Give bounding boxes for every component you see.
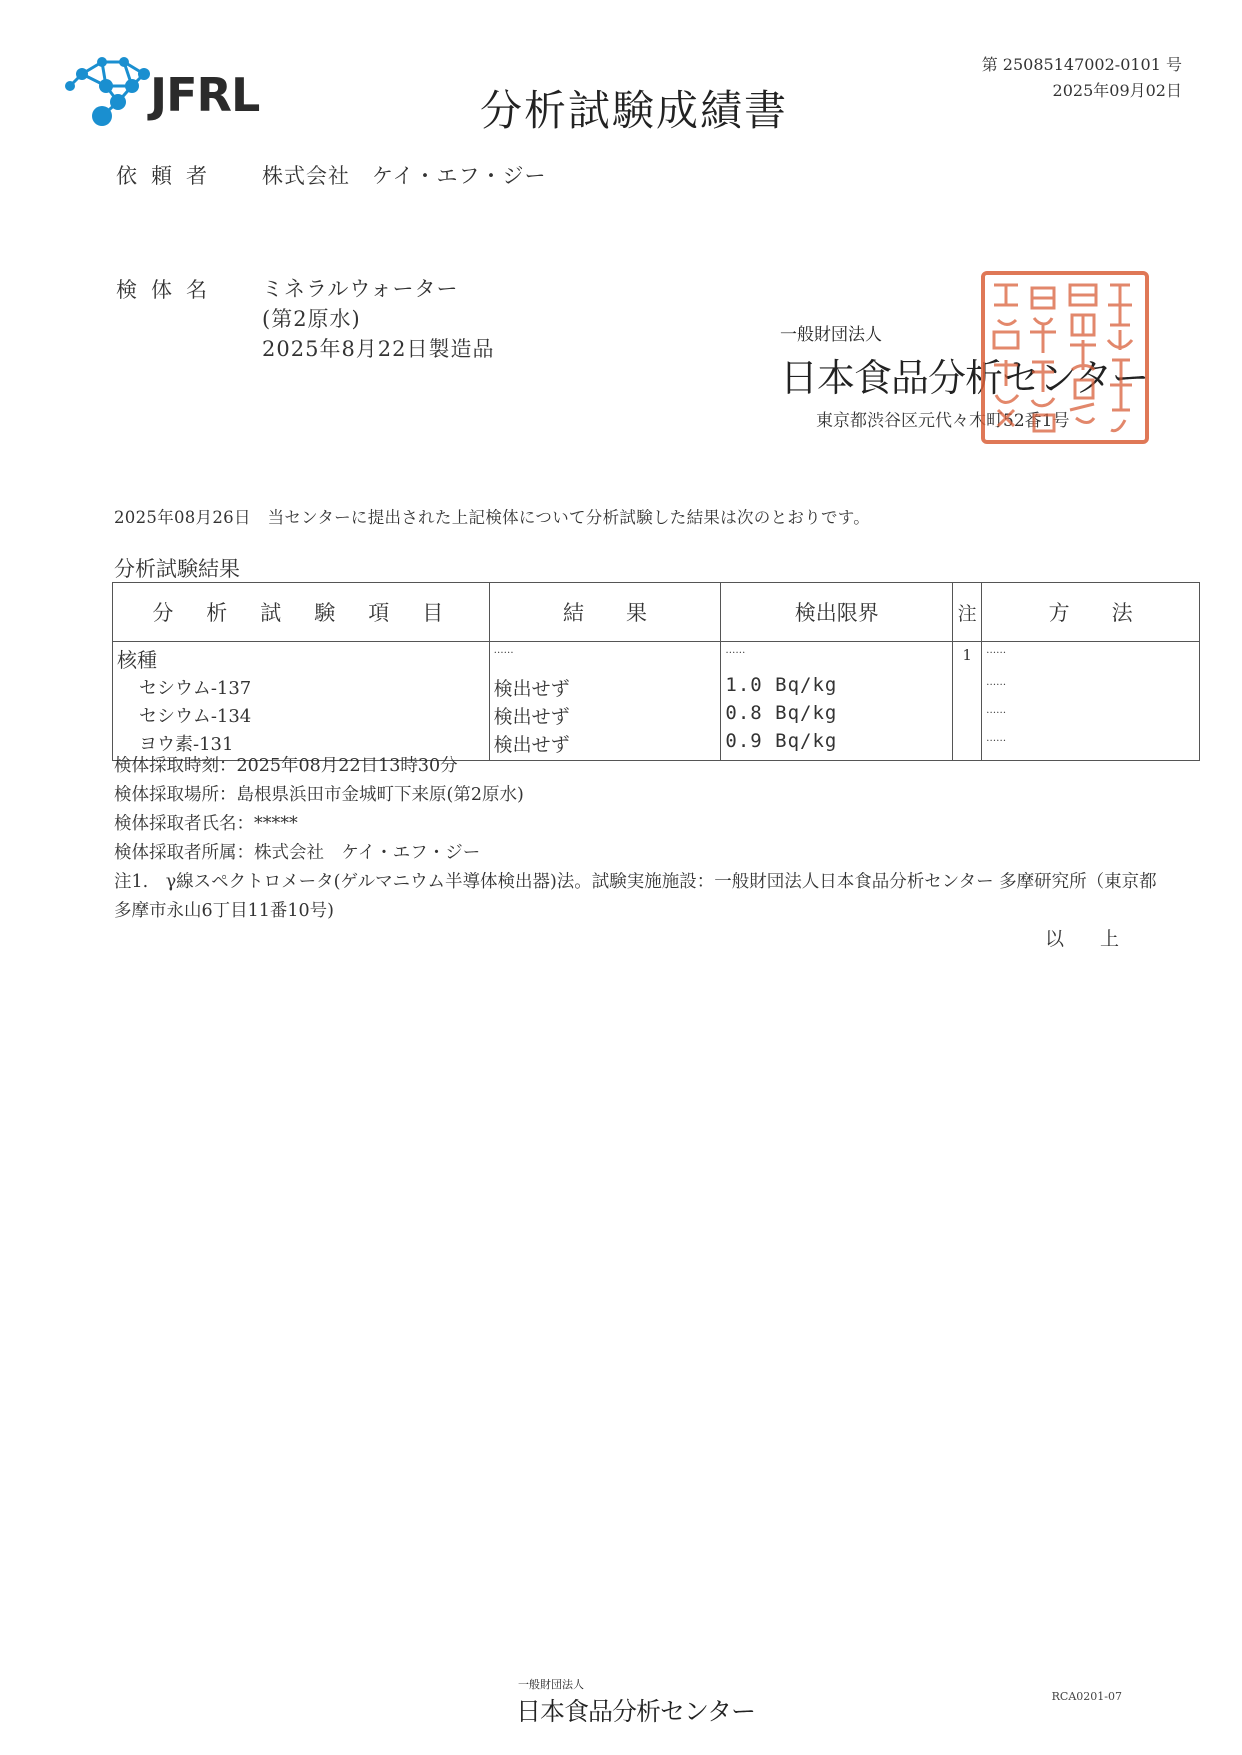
- issuer-name: 日本食品分析センター: [780, 356, 1149, 400]
- sampling-place: 検体採取場所：島根県浜田市金城町下来原(第2原水): [114, 785, 524, 805]
- row-result: 検出せず: [489, 702, 721, 730]
- row-result: ……: [489, 642, 721, 675]
- header-item: 分 析 試 験 項 目: [113, 583, 490, 642]
- sampler-name: 検体採取者氏名：*****: [114, 814, 298, 834]
- results-table: [112, 582, 1200, 761]
- row-method: ……: [982, 702, 1200, 730]
- results-section-title: 分析試験結果: [114, 557, 240, 581]
- sampler-affiliation: 検体採取者所属：株式会社 ケイ・エフ・ジー: [114, 843, 481, 863]
- header-method: 方 法: [982, 583, 1200, 642]
- header-result: 結 果: [489, 583, 721, 642]
- form-code: RCA0201-07: [1051, 1690, 1122, 1703]
- row-result: 検出せず: [489, 674, 721, 702]
- row-method: ……: [982, 730, 1200, 761]
- row-item: 核種: [113, 642, 490, 675]
- row-note: [953, 674, 982, 702]
- row-result: 検出せず: [489, 730, 721, 761]
- client-label: 依頼者: [116, 164, 221, 188]
- row-limit: 0.8 Bq/kg: [721, 702, 953, 730]
- issuer-address: 東京都渋谷区元代々木町52番1号: [816, 411, 1070, 431]
- row-note: 1: [953, 642, 982, 675]
- document-date: 2025年09月02日: [1052, 81, 1182, 100]
- row-limit: 0.9 Bq/kg: [721, 730, 953, 761]
- header-note: 注: [953, 583, 982, 642]
- footer-org: [516, 1676, 755, 1728]
- page-title: 分析試験成績書: [480, 86, 789, 135]
- row-note: [953, 702, 982, 730]
- header-detection-limit: 検出限界: [721, 583, 953, 642]
- logo-text: JFRL: [150, 68, 260, 122]
- footer-org-name: 日本食品分析センター: [516, 1697, 756, 1726]
- row-limit: 1.0 Bq/kg: [721, 674, 953, 702]
- sample-manufacture-date: 2025年8月22日製造品: [262, 337, 495, 361]
- footer-org-type: 一般財団法人: [518, 1678, 584, 1691]
- row-method: ……: [982, 642, 1200, 675]
- table-row: [113, 674, 1200, 702]
- document-info: [982, 52, 1182, 104]
- issuer-org-type: 一般財団法人: [780, 325, 882, 345]
- row-limit: ……: [721, 642, 953, 675]
- document-number: 第 25085147002-0101 号: [981, 55, 1182, 74]
- table-row: [113, 702, 1200, 730]
- official-seal-stamp: [980, 270, 1150, 445]
- logo-network-icon: [62, 52, 162, 132]
- sample-label: 検体名: [116, 278, 221, 302]
- table-header-row: [113, 583, 1200, 642]
- sample-name: ミネラルウォーター: [262, 277, 459, 301]
- sample-source: (第2原水): [262, 307, 361, 331]
- row-item: セシウム-137: [113, 674, 490, 702]
- row-item: セシウム-134: [113, 702, 490, 730]
- table-row: [113, 642, 1200, 675]
- sample-name-block: [262, 274, 495, 364]
- sampling-notes: [114, 752, 1174, 926]
- closing-mark: 以上: [1045, 928, 1156, 950]
- method-note: 注1. γ線スペクトロメータ(ゲルマニウム半導体検出器)法。試験実施施設：一般財団法人日本食品分析センター 多摩研究所（東京都多摩市永山6丁目11番10号): [114, 872, 1157, 921]
- intro-statement: 2025年08月26日 当センターに提出された上記検体について分析試験した結果は次のとおりです。: [114, 508, 871, 527]
- row-method: ……: [982, 674, 1200, 702]
- row-item: ヨウ素-131: [113, 730, 490, 761]
- sampling-time: 検体採取時刻：2025年08月22日13時30分: [114, 756, 458, 776]
- client-value: 株式会社 ケイ・エフ・ジー: [262, 164, 547, 188]
